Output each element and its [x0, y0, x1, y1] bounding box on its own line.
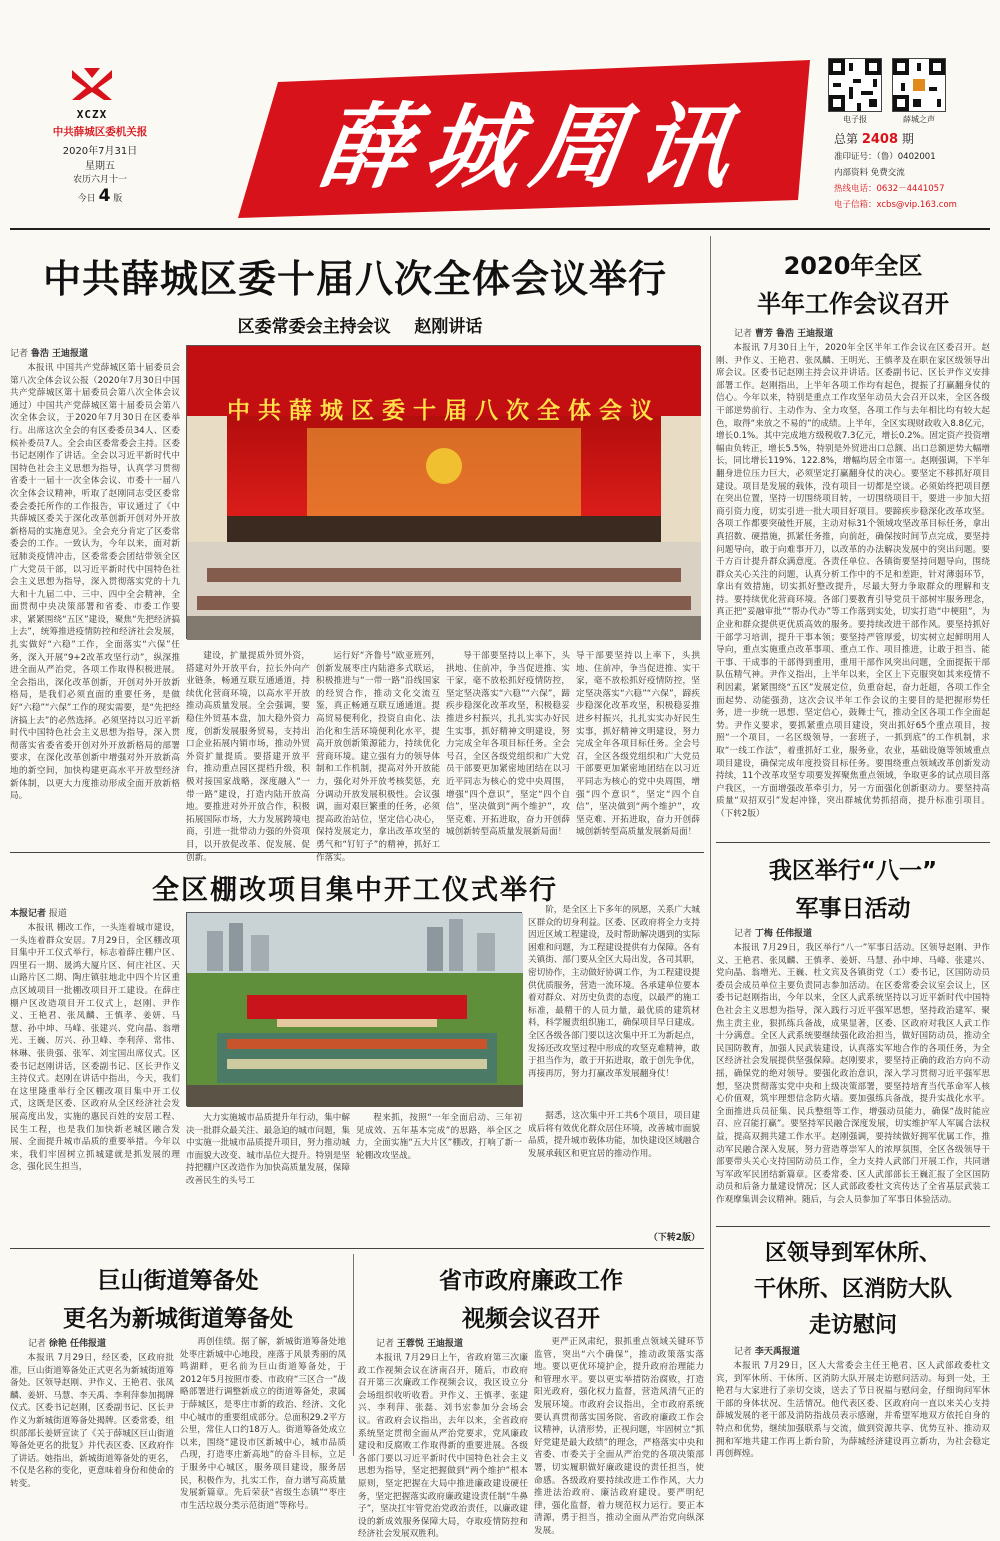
shed-byline — [10, 908, 170, 921]
visit-headline-1: 区领导到军休所、 — [764, 1241, 941, 1266]
newspaper-logo — [64, 66, 120, 121]
qr-label-epaper: 电子报 — [843, 115, 867, 124]
bayi-byline-names: 丁梅 任伟报道 — [754, 929, 813, 939]
shed-headline: 全区棚改项目集中开工仪式举行 — [152, 875, 558, 906]
org-name: 中共薛城区委机关报 — [52, 126, 148, 138]
issue-number — [834, 130, 974, 147]
half-year-text: 本报讯 7月30日上午，2020年全区半年工作会议在区委召开。赵刚、尹作义、王艳君、张凤麟、王明光、王慎孝及在职在家区级领导出席会议。区委书记赵刚主持会议并讲话。区委副书记、区长尹作义安排部署工作。赵刚指出，上半年各项工作均有起色，提振了打赢翻身仗的信心。今年以来，特别是重点工作攻坚年动员大会召开以来，全区各级干部逆势前行、主动作为、全力攻坚，各项工作与去年相比均有较大起色，取得“来放之不易的”的成绩。上半年，全区实现财政收入8.8亿元，增长0.1%。其中完成地方级税收7.3亿元，增长0.2%。固定资产投资增幅由负转正，增长5.5%，特别是外贸进出口总额、出口总额逆势大幅增长，同比增长119%、122.8%，增幅均居全市第一。赵刚强调，下半年翻身进位压力巨大，必须坚定打赢翻身仗的决心。要坚定不移抓好项目建设。项目是发展的载体，没有项目一切都是空谈。必须始终把项目摆在突出位置，坚持一切围绕项目转，一切围绕项目干，要进一步加大招商引资力度，切实引进一批大项目好项目。要蹄疾步稳深化改革攻坚。各项工作都要突破性开展，主动对标31个领域攻坚改革目标任务，拿出真招数、硬措施，抓紧任务推，向前赶，确保按时间节点完成，要坚持问题导向，敢于向难事开刀，以改革的办法解决发展中的突出问题。要千方百计提升群众满意度。各责任单位、各镇街要坚持问题导向，围绕群众关心关注的问题，认真分析工作中的不足和差距，针对薄弱环节，拿出有效措施，切实抓好整改提升，尽最大努力争取群众的理解和支持。要持续优化营商环境。各部门要教育引导党员干部树牢服务理念，真正把“妥融审批”“帮办代办”等工作落到实处，切实打造“中梗阻”，为企业和群众提供更优质高效的服务。要持续改进干部作风。要坚持抓好干部学习培训，提升干事本领；要坚持严管厚爱，切实树立起鲜明用人导向，重点实施重点改革事项、重点工作、项目推进，让敢于担当、能干事、干成事的干部得到重用，重用干部作风突出问题，全面提振干部队伍精气神。尹作义指出，上半年以来，全区上下克服突如其来疫情不利因素，紧紧围绕“五区”发展定位，负重奋起，奋力赶超，各项工作全面起势、动能强劲，这次会议半年工作会议的主要目的是把握形势任务，进一步统一思想、坚定信心，鼓舞士气，推动全区各项工作全面起势。尹作义要求，要抓紧重点项目建设，突出抓好65个重点项目，按照“一个项目，一名区级领导，一套班子，一抓到底”的工作机制，求取“一线工作法”，着重抓好工业，服务业，农业，基础设施等领域重点项目建设，确保完成年度投资目标任务。要围绕重点领域改革创新发动持续，11个改革攻坚专项要发挥聚焦重点领域，争取更多的试点项目落户我区，一方面增强改革牵引力，另一方面强化创新驱动力。要坚持高质量“双招双引”发起冲锋，突出群城优势抓招商，提升标准引项目。 （下转2版） — [716, 343, 990, 819]
visit-byline-names: 李天禹报道 — [754, 1347, 800, 1357]
qr-code-epaper[interactable] — [828, 58, 882, 112]
jushan-col-2-text: 再创佳绩。据了解，新城街道筹备处地处枣庄新城中心地段，座落于风景秀丽的凤鸣湖畔，更名前为巨山街道筹备处，于2012年5月按照市委、市政府“三区合一”战略部署进行调整新成立的街道筹备处，隶属于薛城区，是枣庄市新的政治、经济、文化中心城市的重要组成部分。总面积29.2平方公里，常住人口约18万人。街道筹备处成立以来，围绕“建设市区新城中心，城市品质凸现，打造枣庄新高地”的奋斗目标，立足于服务中心城区，服务项目建设，服务居民，积极作为，扎实工作，奋力谱写高质量发展新篇章。先后荣获“省级生态镇”“枣庄市生活垃圾分类示范街道”等称号。 — [180, 1337, 346, 1511]
newspaper-title: 薛城周讯 — [312, 93, 752, 201]
page-count-number: 4 — [98, 186, 111, 206]
lead-byline-label: 记者 — [10, 349, 29, 359]
lead-col-1-text: 本报讯 中国共产党薛城区第十届委员会第八次全体会议公报（2020年7月30日中国共产党薛城区第十届委员会第八次全体会议通过）中国共产党薛城区第十届委员会第八次全体会议，于2020年7月30日在区委举行。出席这次全会的有区委委员34人、区委候补委员7人。全会由区委常委会主持。区委书记赵刚作了讲话。全会以习近平新时代中国特色社会主义思想为指导，认真学习贯彻省委十一届十一次全体会议、市委十一届八次全体会议精神，听取了赵刚同志受区委常委会委托所作的工作报告，审议通过了《中共薛城区委关于深化改革创新开创对外开放新格局的实施意见》。全会充分肯定了区委常委会的工作。一致认为，今年以来，面对新冠肺炎疫情冲击，区委常委会团结带领全区广大党员干部，以习近平新时代中国特色社会主义思想为指导，深入贯彻落实党的十九大和十九届二中、三中、四中全会精神，全面贯彻中央决策部署和省委、市委工作要求，紧紧围绕“五区”建设，聚焦“先把经济搞上去”，统筹推进疫情防控和经济社会发展，扎实做好“六稳”工作，全面落实“六保”任务，深入开展“9+2改革攻坚行动”，纵深推进全面从严治党，各项工作取得积极进展。全会指出，深化改革创新，开创对外开放新格局，是我们必须直面的重要任务，是做好“六稳”“六保”工作的现实需要，是“先把经济搞上去”的必然选择。必须坚持以习近平新时代中国特色社会主义思想为指导，深入贯彻落实省委省委开创对外开放新格局的部署要求，在深化改革创新中增强对外开放新高地的新空间，加快构建更高水平开放型经济新体制，以更大力度推动形成全面开放新格局。 — [10, 363, 180, 802]
hotline: 热线电话：0632－4441057 — [834, 184, 945, 194]
jushan-col-2 — [180, 1336, 346, 1511]
shed-col-5 — [528, 1110, 700, 1228]
bayi-headline-1: 我区举行“八一” — [768, 858, 938, 884]
shed-continued: （下转2版） — [648, 1233, 700, 1243]
lianzheng-col-1 — [358, 1352, 528, 1540]
lead-photo — [186, 345, 700, 639]
shed-byline-label: 本报记者 — [10, 909, 47, 919]
lianzheng-byline-label: 记者 — [376, 1339, 395, 1349]
lead-col-4 — [446, 650, 570, 846]
lead-photo-banner: 中共薛城区委十届八次全体会议 — [227, 397, 661, 424]
issue-prefix: 总第 — [834, 132, 859, 146]
internal-note: 内部资料 免费交流 — [834, 168, 905, 178]
jushan-headline-2: 更名为新城街道筹备处 — [63, 1306, 293, 1332]
shed-col-4-text: 阶，是全区上下多年的夙愿，关系广大城区群众的切身利益。区委、区政府将全力支持因近区域工程建设，及时帮助解决遇到的实际困难和问题，为工程建设提供有力保障。各有关镇街、部门要从全区大局出发，各司其职，密切协作，主动做好协调工作，为工程建设提供优质服务，营造一流环境。各承建单位要本着对群众、对历史负责的态度，以最严的施工标准，最精干的人员力量，最优质的建筑材料，科学履责组织施工，确保项目早日建成。全区各级各部门要以这次集中开工为新起点，发扬还改攻坚过程中形成的攻坚克难精神，敢于担当作为，敢于开拓进取，敢于创先争优，再接再厉，努力打赢改革发展翻身仗！ — [528, 905, 700, 1079]
page-count-suffix: 版 — [113, 194, 123, 204]
lianzheng-byline-names: 王蓉悦 王迪报道 — [396, 1339, 464, 1349]
shed-col-1 — [10, 922, 180, 1242]
masthead-rule — [10, 228, 990, 230]
lianzheng-col-2-text: 更严正风肃纪，狠抓重点领域关键环节监管，突出“六个确保”，推动政策落实落地。要以更优环境护企，提升政府治理能力和管理水平。要以更实举措防治腐败，打造阳光政府，强化权力监督，营造风清气正的发展环境。市政府会议指出，全市政府系统要认真贯彻落实国务院、省政府廉政工作会议精神，认清形势，正视问题，牢固树立“抓好党建是最大政绩”的理念，严格落实中央和省委、市委关于全面从严治党的各项决策部署，切实履职做好廉政建设的责任担当，使命感。各级政府要持续改进工作作风，大力推进法治政府、廉洁政府建设。要严明纪律，强化监督，着力规范权力运行。要正本清源，勇于担当，推动全面从严治党向纵深发展。 — [534, 1337, 704, 1536]
bayi-byline — [734, 928, 984, 941]
divider-bayi-bottom — [716, 1226, 990, 1227]
lead-headline: 中共薛城区委十届八次全体会议举行 — [42, 257, 667, 301]
weekday: 星期五 — [85, 161, 115, 172]
jushan-headline-1: 巨山街道筹备处 — [97, 1268, 259, 1294]
lead-col-5 — [576, 650, 700, 846]
lead-col-3-text: 运行好“齐鲁号”欧亚班列，创新发展枣庄内陆港多式联运，积极推进与“一带一路”沿线国家的经贸合作，推动文化交流互鉴，真正畅通互联互通通道。提高贸易便利化，投资自由化、法治化和生活环境便利化水平，提高开放创新策源能力，持续优化营商环境。建立强有力的领导体制和工作机制，提高对外开放能力，强化对外开放考核奖惩，充分调动开放发展积极性。会议强调，面对艰巨繁重的任务，必须提高政治站位，坚定信心决心，保持发展定力，拿出改革攻坚的勇气和“钉钉子”的精神，抓好工作落实。 — [316, 651, 440, 863]
shed-col-3 — [356, 1112, 522, 1242]
visit-headline-2: 干休所、区消防大队 — [753, 1277, 952, 1302]
divider-half-year-bottom — [716, 842, 990, 843]
shed-col-1-text: 本报讯 棚改工作，一头连着城市建设，一头连着群众安居。7月29日，全区棚改项目集中开工仪式举行，标志着薛庄棚户区、四里石一期、晟鸿大厦片区、何庄社区、天山路片区二期、陶庄镇驻地北中四个片区重点区域项目一批棚改项目开工建设。在薛庄棚户区改造项目开工仪式上，赵刚、尹作义、王艳君、张凤麟、王慎孝、姜妍、马慧、孙中坤、马峰、张建兴、党向晶、翁增光、王巍、厉兴、孙卫峰、李利萍、常伟、林琳、张贵强、张军、刘宝国出席仪式。区委书记赵刚讲话，区委副书记、区长尹作义主持仪式。赵刚在讲话中指出，今天，我们在这里隆重举行全区棚改项目集中开工仪式，这既是区委、区政府从全区经济社会发展高度出发，实施的惠民百姓的安居工程、民生工程，也是我们加快新老城区融合发展、全面提升城市品质的重要举措。今年以来，我们牢固树立抓城建就是抓发展的理念，强化民生担当， — [10, 923, 180, 1173]
bayi-byline-label: 记者 — [734, 929, 753, 939]
shed-photo — [186, 912, 522, 1106]
masthead — [0, 0, 1000, 226]
page-count-prefix: 今日 — [77, 194, 96, 204]
jushan-col-1-text: 本报讯 7月29日，经区委，区政府批准，巨山街道筹备处正式更名为新城街道筹备处。区领导赵刚、尹作义、王艳君、张凤麟、姜妍、马慧、李天禹、李利萍参加揭牌仪式。区委书记赵刚，区委副书记、区长尹作义为新城街道筹备处揭牌。区委常委，组织部部长姜妍宣读了《关于薛城区巨山街道筹备处更名的批复》并代表区委、区政府作了讲话。她指出，新城街道筹备处的更名，不仅是名称的变化，更意味着身份和使命的转变。 — [10, 1353, 174, 1489]
page-count — [40, 186, 160, 206]
visit-text: 本报讯 7月29日，区人大常委会主任王艳君、区人武部政委杜文宾，到军休所、干休所、区消防大队开展走访慰问活动。每到一处，王艳君与大家进行了亲切交谈，送去了节日祝福与慰问金，仔细询问军休干部的身体状况、生活情况。他代表区委、区政府向一直以来关心支持薛城发展的老干部及消防指战员表示感谢，并希望军地双方依托自身的特点和优势，继续加强联系与交流，做到资源共享、优势互补、推动双拥和军地共建工作再上新台阶，为薛城经济建设再立新功，为社会稳定再创辉煌。 — [716, 1361, 990, 1460]
jushan-col-1 — [10, 1352, 174, 1489]
qr-code-voice[interactable] — [892, 58, 946, 112]
lianzheng-headline-1: 省市政府廉政工作 — [439, 1268, 623, 1294]
shed-col-2-text: 大力实施城市品质提升年行动，集中解决一批群众最关注、最急迫的城市问题，集中实施一批城市品质提升项目，努力推动城市面貌大改变、城市品位大提升。特别是坚持把棚户区改造作为加快高质量发展，保障改善民生的头号工 — [186, 1113, 350, 1186]
shed-col-5-text: 据悉，这次集中开工共6个项目，项目建成后将有效优化群众居住环境，改善城市面貌品质，提升城市载体功能，加快建设区域融合发展承载区和更宜居的推动作用。 — [528, 1111, 700, 1159]
visit-byline-label: 记者 — [734, 1347, 753, 1357]
jushan-byline-names: 徐艳 任伟报道 — [48, 1339, 107, 1349]
half-year-byline-label: 记者 — [734, 329, 753, 339]
email: 电子信箱：xcbs@vip.163.com — [834, 200, 957, 210]
shed-col-2 — [186, 1112, 350, 1242]
qr-label-voice: 薛城之声 — [903, 115, 935, 124]
visit-body — [716, 1360, 990, 1460]
bayi-text: 本报讯 7月29日，我区举行“八一”军事日活动。区领导赵刚、尹作义、王艳君、张凤麟、王慎孝、姜妍、马慧、孙中坤、马峰、张建兴、党向晶、翁增光、王巍、杜文宾及各镇街党（工）委书记，区国防动员委员会成员单位主要负责同志参加活动。在区委常委会议室会议上，区委书记赵刚指出，今年以来，全区人武系统坚持以习近平新时代中国特色社会主义思想为指导，深入践行习近平强军思想，坚持政治建军、聚焦主责主业，狠抓练兵备战，成果显著，区委、区政府对我区人武工作十分满意。全区人武系统要继续强化政治担当，做好国防动员，推动全民国防教育，加强人民武装建设，认真落实军地合作的各项任务，为全区经济社会发展提供坚强保障。赵刚要求，要坚持正确的政治方向不动摇，确保党的绝对领导。要强化政治意识，深入学习贯彻习近平强军思想，坚决贯彻落实党中央和上级决策部署，要坚持培育当代革命军人核心价值观，筑牢理想信念防火墙。要加强练兵备战，提升实战化水平。全面推进兵员征集、民兵整组等工作，增强动员能力，确保“战时能应召、应召能打赢”。要坚持军民融合深度发展，切实维护军人军属合法权益，提高双拥共建工作水平。赵刚强调，要持续做好拥军优属工作，推动军民融合深入发展，努力营造尊崇军人的浓厚氛围，全区各级领导干部要带头关心支持国防动员工作，全力支持人武部门开展工作，共同谱写军政军民团结新篇章。区委常委、区人武部部长王巍汇报了全区国防动员和后备力量建设情况；区人武部政委杜文宾传达了全省基层武装工作观摩集训会议精神。随后，与会人员参加了军事日体验活动。 — [716, 943, 990, 1205]
lead-col-4-text: 导干部要坚持以上率下，头拱地、住前冲，争当促进推、实干家，毫不放松抓好疫情防控，坚定坚决落实“六稳”“六保”，蹄疾步稳深化改革攻坚，积极稳妥推进乡村振兴，扎扎实实办好民生实事，抓好精神文明建设，努力完成全年各项目标任务。全会号召，全区各级党组织和广大党员干部要更加紧密地团结在以习近平同志为核心的党中央周围，增强“四个意识”，坚定“四个自信”，坚决做到“两个维护”，攻坚克难、开拓进取，奋力开创薛城创新转型高质量发展新局面！ — [446, 651, 570, 838]
lead-col-3 — [316, 650, 440, 863]
issue-date: 2020年7月31日 — [62, 146, 138, 157]
shed-byline-names: 报道 — [48, 909, 67, 919]
lead-byline — [10, 348, 170, 361]
lunar-date: 农历六月十一 — [72, 175, 127, 185]
jushan-byline-label: 记者 — [28, 1339, 47, 1349]
bayi-body — [716, 942, 990, 1222]
half-year-byline — [734, 328, 984, 341]
issue-suffix: 期 — [901, 132, 914, 146]
lianzheng-headline-2: 视频会议召开 — [462, 1306, 600, 1332]
lianzheng-col-1-text: 本报讯 7月29日上午，省政府第三次廉政工作视频会议在济南召开，随后，市政府召开第三次廉政工作视频会议，我区设立分会场组织收听收看。尹作义、王慎孝、张建兴、李利萍、张磊、刘书宏参加分会场会议。省政府会议指出，去年以来，全省政府系统坚定贯彻全面从严治党要求，党风廉政建设和反腐败工作取得新的重要进展。各级各部门要以习近平新时代中国特色社会主义思想为指导，坚定把握做到“两个维护”根本原则，坚定把握在大局中推进廉政建设硬任务，坚定把握落实政府廉政建设责任制“牛鼻子”，坚决扛牢管党治党政治责任，以廉政建设的新成效服务保障大局，夺取疫情防控和经济社会发展双胜利。 — [358, 1353, 528, 1540]
lead-col-2-text: 建设，扩量提质外贸外资，搭建对外开放平台，拉长外向产业链条，畅通互联互通通道，持续优化营商环境，以高水平开放推动高质量发展。全会强调，要稳住外贸基本盘，加大稳外资力度，创新发展服务贸易，支持出口企业拓展内销市场，推动外贸外资扩量提质。要搭建开放平台，推动重点园区提档升级，积极对接国家战略，深度融入“一带一路”建设，打造内陆开放高地。要推进对外开放合作，积极拓展国际市场，大力发展跨境电商，引进一批带动力强的外资项目，以开放促改革、促发展、促创新。 — [186, 651, 310, 863]
half-year-headline-1: 2020年全区 — [783, 252, 923, 280]
half-year-headline-2: 半年工作会议召开 — [757, 290, 949, 318]
issue-value: 2408 — [861, 132, 899, 147]
shed-col-4 — [528, 904, 700, 1104]
visit-byline — [734, 1346, 984, 1359]
lianzheng-col-2 — [534, 1336, 704, 1536]
permit-number: 准印证号：（鲁）0402001 — [834, 152, 936, 162]
lead-col-1 — [10, 362, 180, 846]
half-year-byline-names: 曹芳 鲁浩 王迪报道 — [754, 329, 834, 339]
divider-right-column — [710, 236, 711, 1456]
lead-col-2 — [186, 650, 310, 863]
lead-subhead: 区委常委会主持会议 赵刚讲话 — [237, 317, 483, 337]
lead-col-5-text: 导干部要坚持以上率下，头拱地、住前冲，争当促进推、实干家，毫不放松抓好疫情防控，坚定坚决落实“六稳”“六保”，蹄疾步稳深化改革攻坚，积极稳妥推进乡村振兴，扎扎实实办好民生实事，抓好精神文明建设，努力完成全年各项目标任务。全会号召，全区各级党组织和广大党员干部要更加紧密地团结在以习近平同志为核心的党中央周围，增强“四个意识”，坚定“四个自信”，坚决做到“两个维护”，攻坚克难、开拓进取，奋力开创薛城创新转型高质量发展新局面！ — [576, 651, 700, 838]
half-year-body — [716, 342, 990, 838]
shed-col-3-text: 程来抓，按照“一年全面启动、三年初见成效、五年基本完成”的思路，举全区之力，全面实施“五大片区”棚改，打响了新一轮棚改攻坚战。 — [356, 1113, 522, 1161]
divider-shed-bottom — [10, 1248, 704, 1249]
logo-text: XCZX — [76, 108, 108, 121]
bayi-headline-2: 军事日活动 — [795, 896, 911, 922]
lead-byline-names: 鲁浩 王迪报道 — [30, 349, 89, 359]
visit-headline-3: 走访慰问 — [808, 1313, 897, 1338]
divider-lead-bottom — [10, 852, 704, 853]
title-banner — [238, 60, 810, 218]
divider-bottom-middle — [353, 1254, 354, 1456]
